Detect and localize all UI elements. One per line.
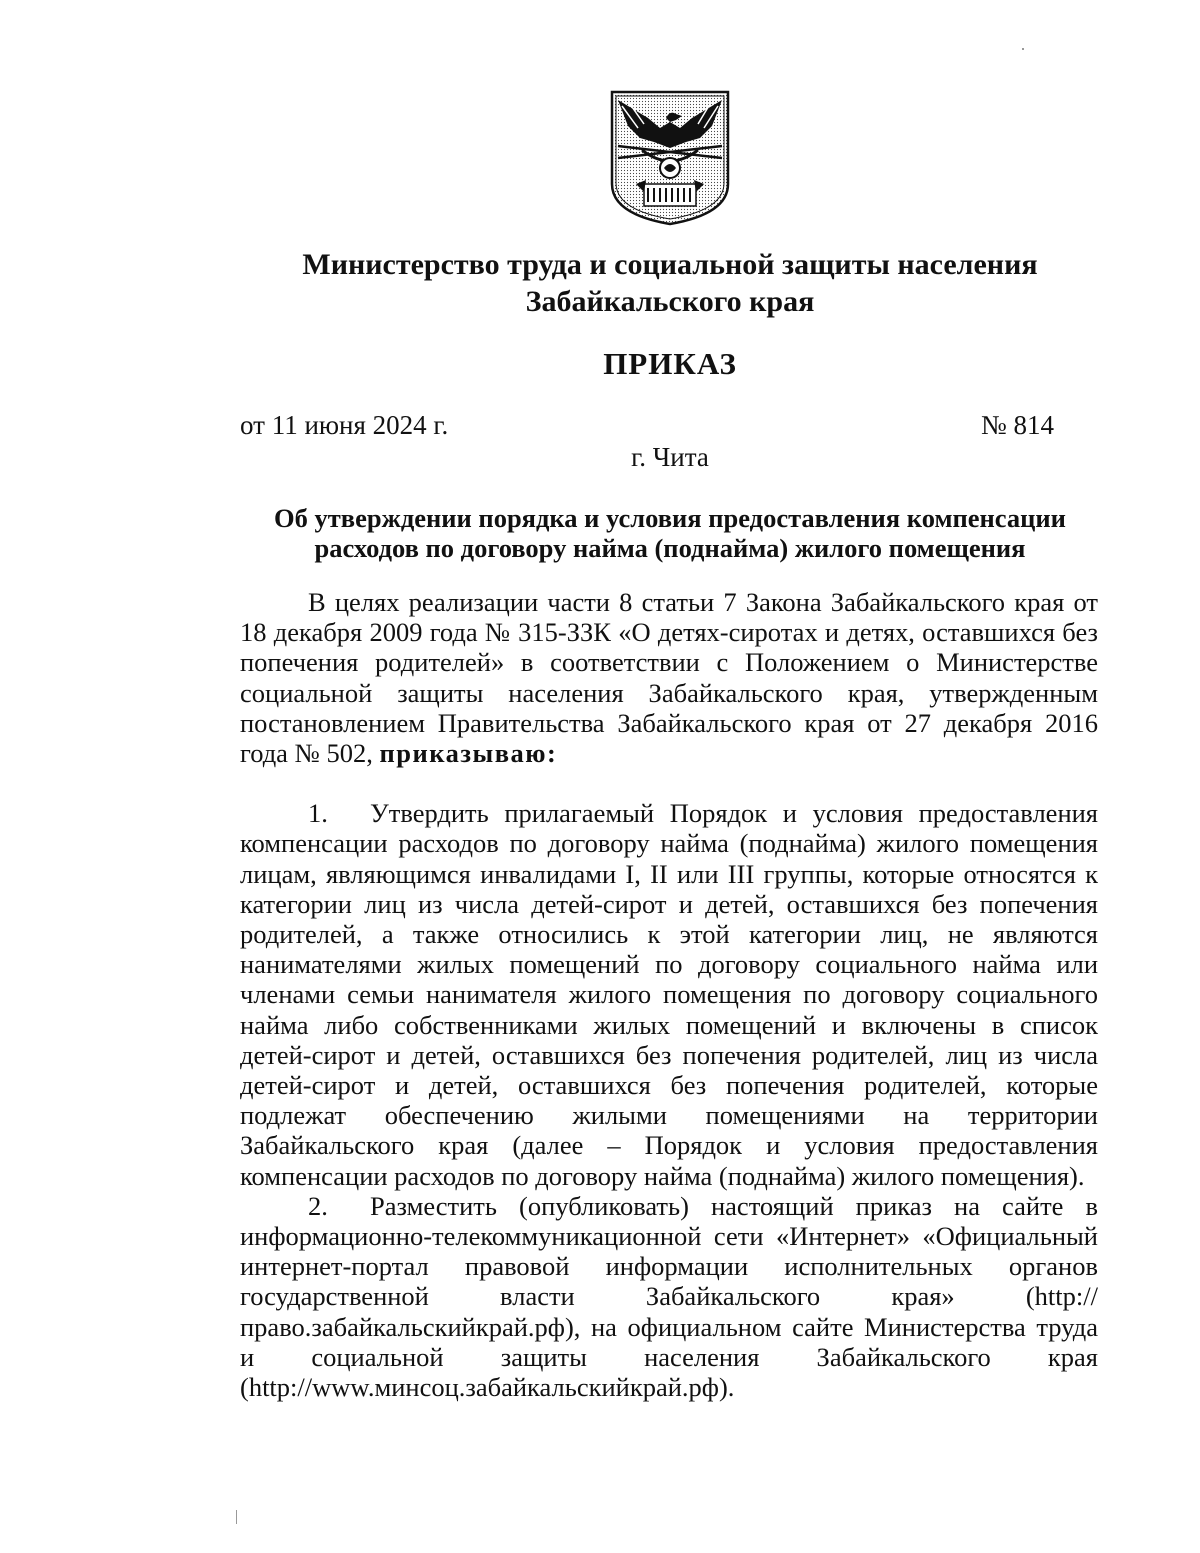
list-item	[240, 798, 1098, 1191]
document-title-line2: расходов по договору найма (поднайма) жилого помещения	[314, 533, 1026, 563]
document-type: ПРИКАЗ	[603, 346, 737, 381]
document-date: от 11 июня 2024 г.	[240, 410, 449, 440]
list-item-text: Разместить (опубликовать) настоящий приказ на сайте в информационно-телекоммуникационной сети «Интернет» «Официальный интернет-портал правовой информации исполнительных органов государственной власти Забайкальского края» (http://право.забайкальскийкрай.рф), на официальном сайте Министерства труда и социальной защиты населения Забайкальского края (http://www.минсоц.забайкальскийкрай.рф).	[240, 1190, 1098, 1403]
order-word: приказываю:	[379, 738, 558, 769]
list-item	[240, 1191, 1098, 1402]
document-title	[200, 503, 1140, 563]
organization-name-line1: Министерство труда и социальной защиты населения	[302, 248, 1038, 281]
scan-speck	[1022, 48, 1024, 50]
document-number: № 814	[980, 410, 1054, 440]
document-title-line1: Об утверждении порядка и условия предоставления компенсации	[274, 503, 1066, 533]
preamble-paragraph	[240, 587, 1098, 768]
list-item-number: 1.	[308, 798, 328, 829]
scan-speck	[236, 1510, 237, 1524]
document-city: г. Чита	[631, 442, 709, 472]
document-body	[240, 587, 1098, 1402]
list-item-text: Утвердить прилагаемый Порядок и условия предоставления компенсации расходов по договору найма (поднайма) жилого помещения лицам, являющимся инвалидами I, II или III группы, которые относятся к категории лиц из числа детей-сирот и детей, оставшихся без попечения родителей, а также относились к этой категории лиц, не являются нанимателями жилых помещений по договору социального найма или членами семьи нанимателя жилого помещения по договору социального найма либо собственниками жилых помещений и включены в список детей-сирот и детей, оставшихся без попечения родителей, лиц из числа детей-сирот и детей, оставшихся без попечения родителей, которые подлежат обеспечению жилыми помещениями на территории Забайкальского края (далее – Порядок и условия предоставления компенсации расходов по договору найма (поднайма) жилого помещения).	[240, 798, 1098, 1191]
organization-name	[200, 246, 1140, 320]
preamble-text: В целях реализации части 8 статьи 7 Закона Забайкальского края от 18 декабря 2009 года № 315-ЗЗК «О детях-сиротах и детях, оставшихся без попечения родителей» в соответствии с Положением о Министерстве социальной защиты населения Забайкальского края, утвержденным постановлением Правительства Забайкальского края от 27 декабря 2016 года № 502,	[240, 587, 1098, 769]
coat-of-arms-icon	[608, 88, 732, 228]
list-item-number: 2.	[308, 1190, 328, 1221]
organization-name-line2: Забайкальского края	[525, 285, 815, 318]
